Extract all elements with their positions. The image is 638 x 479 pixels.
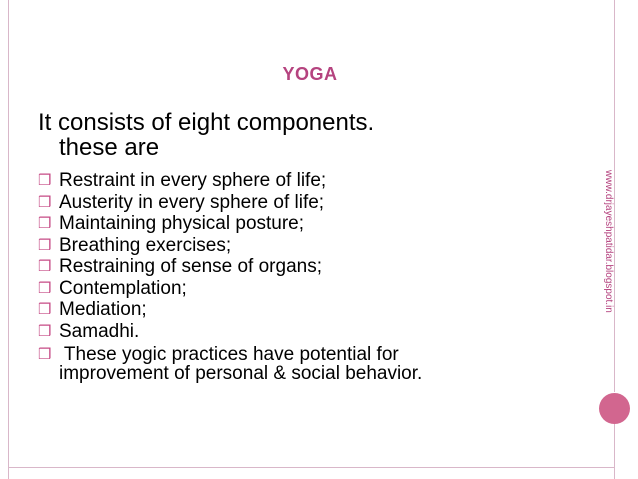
closing-text (59, 345, 422, 383)
bullet-icon: ❒ (38, 193, 52, 211)
list-item (38, 299, 598, 321)
bullet-icon: ❒ (38, 301, 52, 318)
frame-left-line (8, 0, 9, 479)
list-item (38, 256, 598, 278)
bullet-icon: ❒ (38, 279, 52, 297)
list-item-text: Restraint in every sphere of life; (59, 170, 327, 191)
list-item-text: Austerity in every sphere of life; (59, 191, 325, 213)
closing-line-1: These yogic practices have potential for (59, 344, 399, 365)
list-item (38, 213, 598, 235)
list-item (38, 278, 598, 300)
list-item (38, 321, 598, 343)
closing-line-2: improvement of personal & social behavior. (59, 363, 423, 384)
list-item-text: Maintaining physical posture; (59, 213, 305, 234)
bullet-icon: ❒ (38, 236, 52, 254)
list-item (38, 170, 598, 192)
list-item (38, 192, 598, 214)
bullet-icon: ❒ (38, 322, 52, 340)
frame-right-lower-line (614, 424, 615, 479)
intro-line-2: these are (59, 134, 160, 161)
slide-title: YOGA (282, 64, 338, 84)
list-item-text: Breathing exercises; (59, 234, 232, 256)
frame-right-line (614, 0, 615, 392)
bullet-icon: ❒ (38, 172, 52, 189)
bullet-icon: ❒ (38, 258, 52, 275)
frame-bottom-line (8, 467, 615, 468)
decorative-dot (599, 393, 630, 424)
list-item-closing (38, 345, 598, 383)
side-url-text: www.drjayeshpatidar.blogspot.in (603, 170, 614, 313)
intro-line-1: It consists of eight components. (38, 109, 375, 136)
components-list (38, 170, 598, 383)
intro-text (38, 110, 598, 160)
list-item-text: Contemplation; (59, 277, 187, 299)
list-item-text: Mediation; (59, 299, 147, 320)
bullet-icon: ❒ (38, 346, 52, 363)
bullet-icon: ❒ (38, 215, 52, 232)
list-item (38, 235, 598, 257)
list-item-text: Restraining of sense of organs; (59, 256, 322, 277)
side-url (602, 170, 614, 320)
list-item-text: Samadhi. (59, 320, 140, 342)
